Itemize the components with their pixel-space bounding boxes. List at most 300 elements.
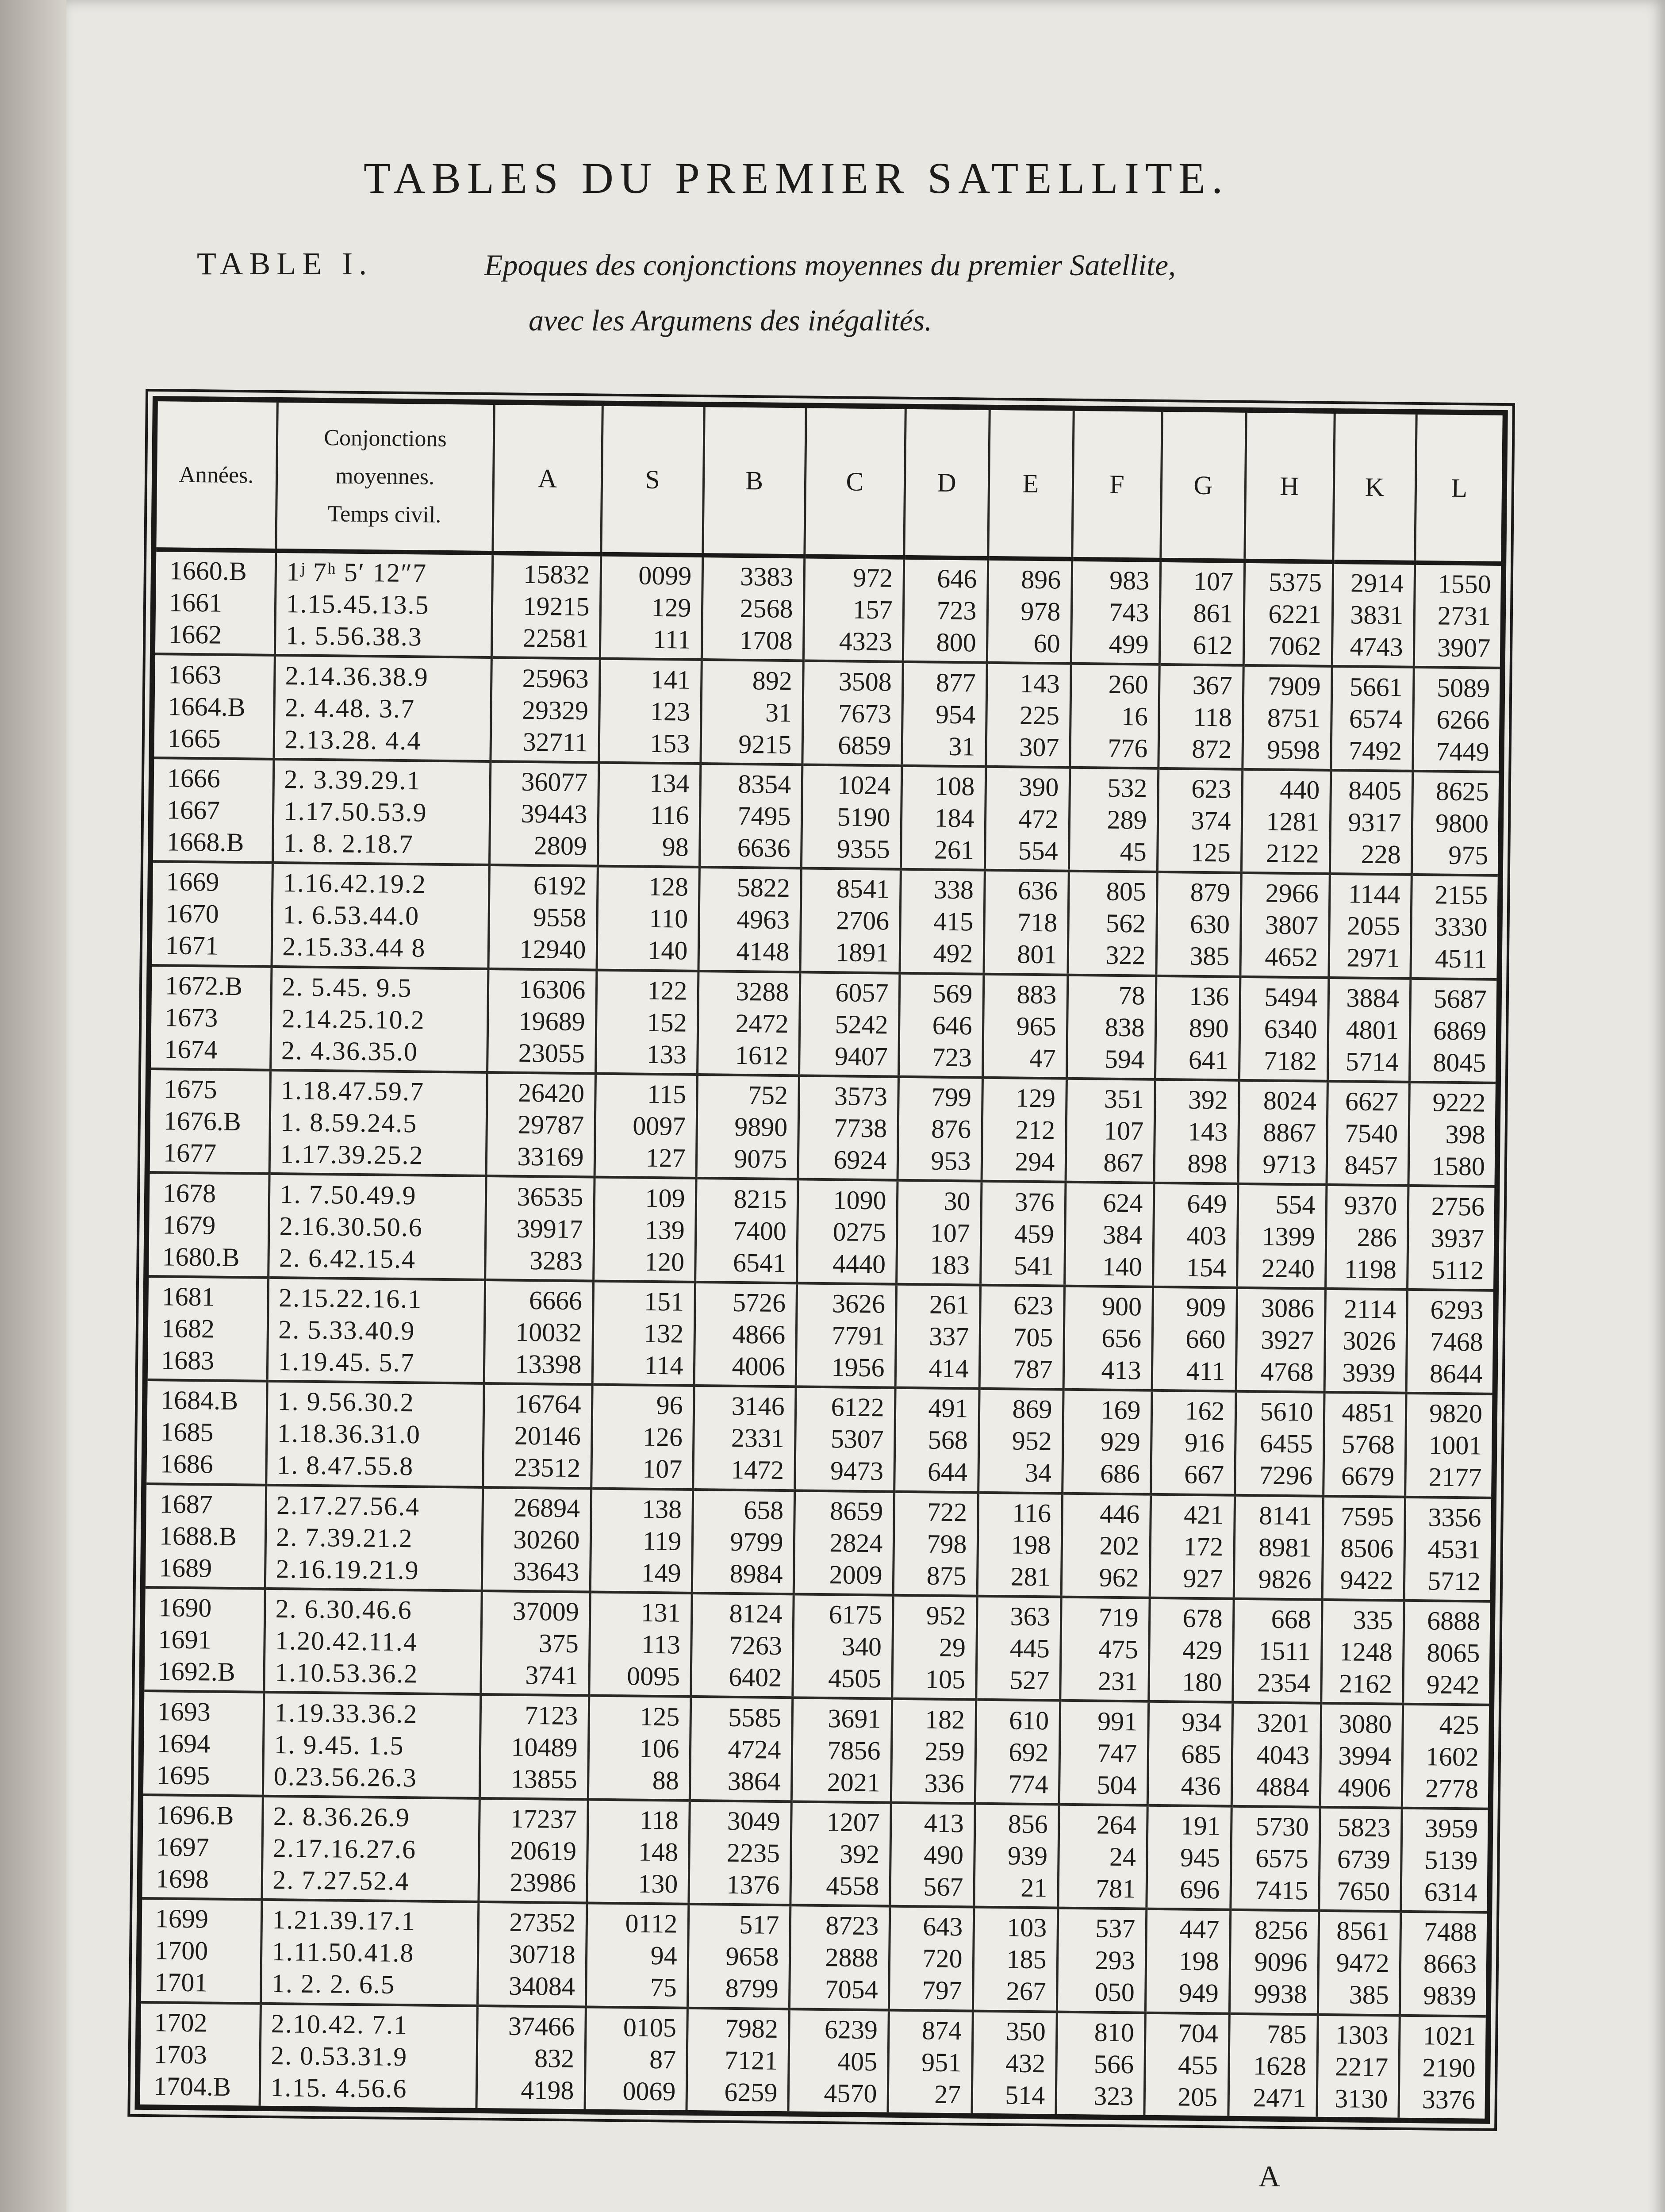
cell-value: 569 (932, 979, 973, 1009)
cell-value: 1. 9.56.30.2 (277, 1386, 415, 1417)
cell-value: 1685 (160, 1417, 214, 1447)
cell-value: 5190 (837, 802, 890, 832)
cell-value: 335 (1353, 1605, 1393, 1635)
cell-col-F (1062, 1390, 1151, 1494)
cell-value: 385 (1189, 941, 1230, 971)
cell-value: 9472 (1336, 1948, 1389, 1978)
cell-value: 876 (931, 1114, 971, 1144)
header-conj-line3: Temps civil. (327, 501, 441, 528)
cell-value: 5714 (1345, 1047, 1399, 1077)
header-S: S (601, 406, 704, 555)
cell-value: 338 (933, 875, 974, 905)
cell-value: 900 (1101, 1291, 1142, 1321)
cell-value: 390 (1019, 772, 1059, 802)
cell-value: 2122 (1266, 838, 1320, 868)
cell-value: 29 (939, 1632, 966, 1663)
cell-value: 2. 6.42.15.4 (279, 1243, 416, 1274)
cell-col-S (598, 762, 700, 867)
header-years: Années. (156, 401, 277, 551)
cell-value: 4198 (521, 2075, 574, 2105)
cell-value: 4906 (1338, 1772, 1392, 1803)
cell-col-H (1234, 1495, 1323, 1599)
cell-value: 3288 (736, 976, 789, 1006)
cell-value: 4851 (1342, 1398, 1395, 1428)
cell-col-H (1238, 1080, 1327, 1185)
table-row (141, 1898, 1487, 2016)
cell-value: 9096 (1254, 1947, 1308, 1977)
cell-value: 5823 (1337, 1813, 1391, 1843)
cell-value: 6888 (1427, 1606, 1481, 1636)
cell-value: 411 (1186, 1356, 1225, 1386)
cell-col-B (688, 1801, 791, 1905)
cell-value: 436 (1181, 1771, 1221, 1801)
page-title: TABLES DU PREMIER SATELLITE. (363, 154, 1229, 203)
cell-value: 4511 (1435, 944, 1488, 974)
cell-value: 3884 (1346, 983, 1400, 1013)
cell-col-S (588, 1696, 691, 1801)
cell-value: 37009 (512, 1596, 579, 1627)
cell-value: 6636 (737, 833, 791, 863)
cell-value: 747 (1097, 1738, 1137, 1768)
cell-col-S (593, 1177, 696, 1282)
cell-col-F (1067, 871, 1157, 975)
cell-value: 7982 (725, 2013, 779, 2043)
cell-col-G (1151, 1390, 1235, 1495)
cell-value: 537 (1095, 1913, 1136, 1943)
cell-value: 2114 (1343, 1294, 1396, 1324)
cell-value: 3283 (529, 1245, 583, 1275)
cell-value: 934 (1181, 1707, 1222, 1737)
table-row (140, 2002, 1486, 2118)
cell-value: 2.14.36.38.9 (285, 661, 429, 692)
cell-value: 88 (652, 1765, 679, 1795)
cell-value: 656 (1101, 1323, 1142, 1353)
cell-value: 398 (1445, 1119, 1486, 1149)
cell-value: 927 (1183, 1563, 1223, 1594)
cell-value: 9558 (533, 902, 587, 933)
cell-value: 3330 (1434, 912, 1488, 942)
cell-value: 9215 (738, 729, 792, 759)
cell-value: 8625 (1435, 776, 1489, 806)
cell-col-D (893, 1491, 978, 1596)
cell-value: 983 (1109, 565, 1150, 595)
table-caption-line2: avec les Argumens des inégalités. (529, 303, 932, 337)
cell-value: 3376 (1422, 2085, 1476, 2115)
header-F: F (1072, 411, 1162, 560)
cell-value: 212 (1015, 1115, 1055, 1145)
cell-value: 6266 (1436, 705, 1490, 735)
cell-col-F (1058, 1804, 1147, 1909)
cell-col-A (490, 657, 599, 762)
cell-value: 877 (936, 668, 976, 698)
cell-value: 1694 (157, 1728, 211, 1759)
cell-value: 109 (645, 1183, 685, 1213)
cell-value: 7650 (1336, 1876, 1390, 1906)
cell-value: 32711 (522, 727, 588, 757)
cell-value: 2.16.30.50.6 (279, 1211, 423, 1242)
cell-col-B (686, 2008, 789, 2111)
cell-value: 7415 (1255, 1875, 1308, 1905)
cell-value: 787 (1013, 1354, 1053, 1384)
cell-value: 27 (934, 2079, 961, 2109)
cell-value: 8124 (729, 1598, 783, 1629)
cell-value: 133 (646, 1039, 687, 1069)
cell-value: 1689 (158, 1553, 212, 1583)
cell-col-D (903, 557, 988, 663)
cell-value: 1612 (735, 1040, 789, 1070)
cell-value: 9407 (834, 1041, 888, 1071)
cell-col-K (1323, 1392, 1406, 1497)
cell-value: 1677 (163, 1138, 217, 1168)
cell-value: 3907 (1437, 633, 1491, 663)
cell-value: 641 (1188, 1045, 1229, 1075)
cell-value: 1.19.33.36.2 (274, 1697, 418, 1728)
cell-value: 289 (1107, 805, 1147, 835)
cell-value: 5687 (1433, 984, 1487, 1014)
cell-col-A (486, 1072, 595, 1177)
cell-col-L (1409, 978, 1496, 1083)
cell-col-B (693, 1386, 795, 1490)
cell-value: 743 (1109, 597, 1149, 627)
cell-col-K (1332, 562, 1415, 667)
cell-col-E (987, 558, 1072, 664)
cell-value: 6679 (1341, 1461, 1395, 1491)
cell-value: 1672.B (165, 971, 243, 1001)
cell-value: 9598 (1266, 735, 1320, 765)
cell-year (148, 1276, 268, 1381)
cell-value: 527 (1009, 1665, 1050, 1695)
cell-value: 1472 (730, 1455, 784, 1485)
cell-value: 1281 (1266, 806, 1320, 837)
cell-value: 1511 (1258, 1636, 1311, 1666)
cell-value: 4963 (736, 905, 790, 935)
cell-col-A (489, 761, 598, 866)
cell-value: 8506 (1340, 1533, 1394, 1563)
cell-value: 16764 (514, 1389, 582, 1419)
cell-col-F (1063, 1286, 1153, 1390)
cell-col-A (491, 553, 601, 659)
cell-value: 7121 (724, 2045, 778, 2075)
cell-col-C (789, 1905, 890, 2010)
cell-col-D (898, 1077, 982, 1181)
cell-value: 392 (1188, 1085, 1228, 1115)
cell-col-D (892, 1595, 977, 1700)
cell-value: 2809 (533, 831, 587, 861)
cell-col-G (1155, 975, 1240, 1080)
cell-value: 1198 (1344, 1254, 1397, 1284)
cell-col-D (894, 1388, 979, 1492)
cell-col-B (698, 867, 801, 972)
cell-value: 134 (649, 768, 690, 798)
cell-value: 36535 (517, 1182, 583, 1212)
cell-value: 1682 (161, 1313, 215, 1344)
cell-col-H (1239, 976, 1328, 1081)
cell-value: 2.17.27.56.4 (276, 1490, 420, 1521)
table-frame (134, 396, 1508, 2124)
cell-value: 45 (1120, 837, 1147, 867)
cell-col-C (800, 868, 900, 973)
cell-value: 33643 (513, 1556, 580, 1586)
cell-value: 9355 (836, 834, 890, 864)
cell-value: 975 (1448, 840, 1489, 870)
cell-value: 9422 (1340, 1565, 1393, 1595)
cell-value: 1001 (1428, 1430, 1482, 1460)
cell-value: 2.17.16.27.6 (272, 1833, 417, 1864)
cell-col-F (1061, 1493, 1151, 1598)
cell-value: 9826 (1258, 1564, 1312, 1594)
cell-value: 20146 (514, 1421, 581, 1451)
cell-value: 678 (1182, 1603, 1223, 1633)
cell-conjunction (267, 1278, 485, 1384)
cell-col-G (1145, 1909, 1230, 2013)
table-row (152, 861, 1498, 979)
cell-value: 4505 (828, 1663, 882, 1694)
cell-value: 2235 (726, 1838, 780, 1868)
cell-value: 116 (650, 800, 689, 830)
cell-value: 20619 (510, 1836, 577, 1866)
cell-value: 1692.B (157, 1656, 236, 1687)
cell-col-S (590, 1488, 693, 1593)
cell-col-L (1400, 1808, 1488, 1912)
cell-col-S (598, 659, 701, 764)
cell-value: 3086 (1261, 1293, 1315, 1323)
cell-col-E (976, 1596, 1061, 1701)
cell-value: 10032 (515, 1317, 582, 1348)
cell-value: 630 (1189, 910, 1230, 939)
cell-col-L (1402, 1704, 1489, 1809)
cell-value: 1683 (161, 1345, 215, 1375)
cell-conjunction (260, 2003, 477, 2108)
cell-col-G (1148, 1598, 1233, 1702)
cell-value: 98 (662, 832, 689, 862)
cell-value: 810 (1094, 2017, 1135, 2047)
cell-value: 351 (1104, 1084, 1144, 1114)
cell-value: 1687 (159, 1489, 213, 1519)
cell-value: 7492 (1348, 735, 1402, 766)
cell-value: 3691 (827, 1703, 881, 1733)
cell-value: 153 (650, 728, 690, 758)
cell-year (146, 1380, 267, 1485)
cell-value: 6859 (837, 730, 891, 760)
table-row (155, 549, 1501, 668)
cell-value: 24 (1109, 1842, 1136, 1872)
cell-value: 568 (928, 1425, 968, 1455)
cell-col-C (799, 972, 899, 1077)
cell-col-A (482, 1487, 591, 1592)
cell-value: 972 (852, 563, 893, 593)
cell-conjunction (275, 551, 492, 658)
cell-value: 4043 (1256, 1740, 1310, 1770)
cell-value: 0.23.56.26.3 (273, 1761, 418, 1792)
table-body (140, 549, 1501, 2119)
cell-value: 3383 (740, 562, 794, 592)
cell-col-K (1328, 874, 1411, 978)
cell-value: 118 (1193, 702, 1232, 732)
cell-col-E (985, 767, 1070, 871)
cell-value: 6192 (533, 871, 587, 901)
cell-value: 374 (1191, 806, 1231, 836)
cell-value: 800 (936, 627, 977, 657)
cell-value: 781 (1095, 1874, 1136, 1904)
cell-value: 9473 (830, 1456, 884, 1486)
table-row (148, 1276, 1493, 1394)
cell-col-G (1158, 664, 1243, 769)
cell-value: 2331 (731, 1423, 785, 1453)
cell-value: 5139 (1424, 1845, 1478, 1875)
cell-value: 4323 (839, 626, 893, 657)
cell-value: 0099 (638, 561, 692, 591)
cell-value: 1580 (1431, 1151, 1485, 1181)
cell-value: 123 (650, 696, 691, 726)
cell-value: 3807 (1265, 910, 1319, 941)
cell-value: 896 (1020, 565, 1061, 595)
cell-value: 667 (1184, 1459, 1224, 1490)
cell-value: 294 (1015, 1147, 1055, 1177)
cell-col-C (794, 1387, 895, 1492)
cell-value: 1691 (158, 1624, 211, 1655)
cell-col-H (1230, 1806, 1320, 1910)
cell-value: 1700 (154, 1936, 208, 1966)
table-row (154, 654, 1500, 772)
cell-value: 184 (934, 803, 974, 833)
cell-value: 3959 (1424, 1813, 1478, 1843)
cell-value: 643 (923, 1912, 963, 1942)
cell-col-B (695, 1178, 798, 1283)
cell-value: 2471 (1253, 2083, 1306, 2113)
cell-value: 3939 (1342, 1358, 1396, 1388)
cell-value: 8981 (1258, 1532, 1312, 1563)
cell-value: 2.15.22.16.1 (278, 1283, 422, 1314)
cell-value: 96 (656, 1390, 683, 1421)
cell-col-C (802, 661, 902, 766)
cell-value: 499 (1109, 629, 1149, 659)
cell-value: 1. 7.50.49.9 (280, 1179, 417, 1210)
cell-value: 231 (1097, 1666, 1138, 1696)
cell-value: 376 (1014, 1187, 1055, 1217)
cell-value: 25963 (522, 663, 589, 693)
cell-value: 6739 (1337, 1844, 1391, 1874)
cell-value: 149 (641, 1558, 682, 1588)
table-row (149, 1172, 1494, 1290)
cell-value: 875 (926, 1561, 967, 1591)
cell-col-D (895, 1284, 980, 1388)
cell-col-G (1156, 872, 1241, 976)
cell-value: 649 (1187, 1189, 1227, 1219)
cell-col-F (1055, 2012, 1145, 2115)
cell-year (140, 2002, 261, 2105)
cell-value: 37466 (508, 2011, 575, 2041)
cell-value: 385 (1349, 1980, 1389, 2010)
cell-value: 491 (928, 1393, 968, 1423)
cell-value: 1667 (166, 795, 220, 825)
cell-value: 6221 (1268, 599, 1322, 629)
cell-value: 797 (922, 1975, 963, 2005)
cell-value: 2. 8.36.26.9 (273, 1801, 410, 1832)
table-row (153, 758, 1499, 876)
cell-value: 978 (1020, 596, 1061, 626)
cell-value: 1666 (167, 763, 221, 793)
cell-value: 6455 (1259, 1429, 1313, 1459)
cell-value: 141 (650, 664, 691, 695)
cell-value: 723 (936, 595, 977, 626)
cell-value: 541 (1013, 1251, 1054, 1281)
cell-value: 21 (1020, 1873, 1047, 1903)
cell-value: 6340 (1264, 1014, 1318, 1044)
cell-col-D (899, 869, 984, 974)
cell-value: 1.18.47.59.7 (280, 1075, 425, 1106)
cell-value: 2055 (1347, 911, 1400, 941)
cell-col-C (792, 1594, 893, 1699)
cell-value: 861 (1193, 598, 1233, 628)
cell-value: 0069 (622, 2076, 676, 2106)
cell-col-A (484, 1280, 593, 1385)
cell-value: 1.15.45.13.5 (286, 589, 430, 620)
cell-value: 1144 (1348, 879, 1401, 910)
cell-col-B (700, 660, 803, 764)
cell-value: 432 (1005, 2048, 1046, 2078)
cell-value: 31 (765, 698, 792, 727)
cell-value: 113 (641, 1629, 681, 1659)
cell-col-K (1322, 1496, 1405, 1600)
cell-value: 122 (647, 975, 687, 1006)
cell-col-S (587, 1799, 689, 1904)
table-row (146, 1484, 1491, 1601)
cell-value: 954 (935, 699, 976, 730)
cell-value: 7062 (1268, 631, 1322, 661)
cell-value: 9075 (734, 1144, 787, 1174)
cell-value: 0095 (626, 1661, 680, 1691)
cell-value: 3831 (1350, 600, 1404, 630)
cell-value: 8984 (729, 1559, 783, 1589)
cell-value: 668 (1271, 1604, 1312, 1634)
cell-value: 286 (1357, 1222, 1397, 1252)
cell-value: 1.10.53.36.2 (274, 1658, 418, 1689)
cell-col-L (1404, 1497, 1491, 1601)
cell-value: 78 (1118, 980, 1145, 1010)
cell-conjunction (269, 1070, 487, 1176)
cell-value: 198 (1179, 1946, 1219, 1976)
cell-col-C (788, 2009, 888, 2112)
cell-value: 872 (1191, 734, 1232, 764)
cell-value: 182 (925, 1704, 965, 1734)
cell-value: 929 (1100, 1427, 1141, 1457)
signature-mark: A (1258, 2159, 1281, 2193)
cell-value: 5610 (1260, 1397, 1313, 1427)
cell-col-A (480, 1694, 589, 1799)
cell-value: 138 (641, 1494, 682, 1524)
cell-value: 720 (922, 1943, 963, 1974)
cell-year (142, 1795, 262, 1900)
cell-col-C (797, 1179, 897, 1284)
cell-value: 414 (928, 1353, 969, 1383)
cell-value: 129 (651, 593, 691, 622)
cell-value: 455 (1178, 2050, 1218, 2080)
table-row (151, 965, 1496, 1083)
cell-value: 050 (1094, 1977, 1135, 2007)
cell-value: 126 (642, 1422, 683, 1452)
header-row (156, 401, 1502, 564)
cell-value: 1.16.42.19.2 (283, 868, 427, 899)
cell-value: 2162 (1339, 1669, 1393, 1699)
cell-value: 9799 (730, 1527, 783, 1557)
cell-value: 22581 (522, 623, 590, 653)
cell-value: 23055 (518, 1038, 585, 1068)
cell-value: 951 (921, 2047, 962, 2078)
cell-value: 13398 (515, 1349, 582, 1379)
cell-value: 594 (1104, 1044, 1145, 1074)
cell-value: 6402 (728, 1662, 782, 1693)
cell-value: 106 (639, 1733, 679, 1763)
